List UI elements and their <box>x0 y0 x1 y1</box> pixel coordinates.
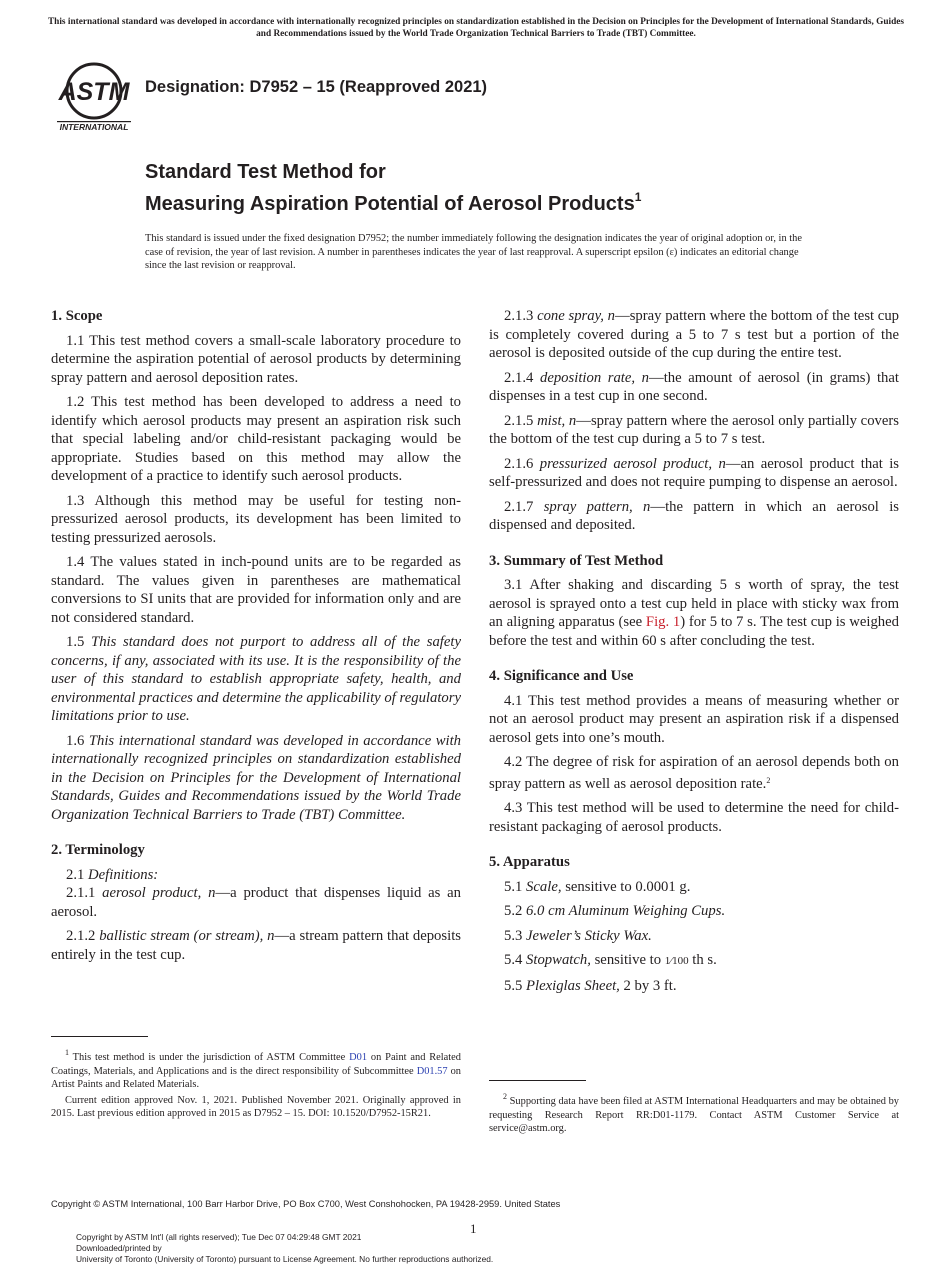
title-line-1: Standard Test Method for <box>145 161 386 183</box>
para-4-3: 4.3 This test method will be used to determine the need for child-resistant packaging of aerosol products. <box>489 800 899 835</box>
para-3-1: 3.1 After shaking and discarding 5 s worth of spray, the test aerosol is sprayed onto a test cup held in place with sticky wax from an aligning apparatus (see Fig. 1) for 5 to 7 s. The test cup is weighed before the test and within 60 s after concluding the test. <box>489 577 900 649</box>
para-1-3: 1.3 Although this method may be useful for testing non-pressurized aerosol products, its development has been limited to testing pressurized aerosols. <box>51 492 461 546</box>
title-footnote-mark: 1 <box>634 190 642 204</box>
footnote-2-mark: 2 <box>766 775 771 785</box>
page-title <box>145 160 641 217</box>
para-4-2: 4.2 The degree of risk for aspiration of an aerosol depends both on spray pattern as well as aerosol deposition rate.$^2$ <box>489 754 899 792</box>
right-column <box>489 307 899 1001</box>
para-5-4: 5.4 Stopwatch, sensitive to 1⁄100 th s. <box>504 952 717 968</box>
footnote-1-text: $^1$ This test method is under the jurisdiction of ASTM Committee D01 on Paint and Related Coatings, Materials, and Applications and is the direct responsibility of Subcommittee D01.57 on Artist Paints and Related Materials. <box>51 1048 461 1091</box>
section-summary-heading: 3. Summary of Test Method <box>489 552 664 569</box>
svg-text:INTERNATIONAL: INTERNATIONAL <box>59 122 129 132</box>
section-terminology-heading: 2. Terminology <box>51 842 145 858</box>
designation: Designation: D7952 – 15 (Reapproved 2021) <box>145 78 488 96</box>
footnote-2 <box>489 1090 899 1138</box>
para-5-1: 5.1 Scale, sensitive to 0.0001 g. <box>504 878 691 895</box>
para-2-1-7: 2.1.7 spray pattern, n—the pattern in which an aerosol is dispensed and deposited. <box>489 498 899 533</box>
footnote-rule-left <box>51 1036 148 1037</box>
para-4-1: 4.1 This test method provides a means of measuring whether or not an aerosol product may present an aspiration risk if a dispensed aerosol gets into one’s mouth. <box>489 692 899 746</box>
para-1-6: 1.6 This international standard was developed in accordance with internationally recognized principles on standardization established in the Decision on Principles for the Development of International Standards, Guides and Recommendations issued by the World Trade Organization Technical Barriers to Trade (TBT) Committee. <box>51 732 461 823</box>
footnote-rule-right <box>489 1080 586 1081</box>
svg-text:ASTM: ASTM <box>58 78 130 106</box>
para-2-1-2: 2.1.2 ballistic stream (or stream), n—a stream pattern that deposits entirely in the test cup. <box>51 928 461 963</box>
title-line-2: Measuring Aspiration Potential of Aerosol Products$^1$ <box>145 190 642 215</box>
fig-1-link[interactable]: Fig. 1 <box>645 614 681 630</box>
copyright-line: Copyright © ASTM International, 100 Barr Harbor Drive, PO Box C700, West Conshohocken, PA 19428-2959. United States <box>51 1199 561 1209</box>
page-number: 1 <box>470 1221 477 1236</box>
section-scope-heading: 1. Scope <box>51 308 103 324</box>
footnote-2-text: $^2$ Supporting data have been filed at ASTM International Headquarters and may be obtained by requesting Research Report RR:D01-1179. Contact ASTM Customer Service at service@astm.org. <box>489 1092 899 1135</box>
issued-note: This standard is issued under the fixed designation D7952; the number immediately following the designation indicates the year of original adoption or, in the case of revision, the year of last revision. A number in parentheses indicates the year of last reapproval. A superscript epsilon (ε) indicates an editorial change since the last revision or reapproval. <box>145 233 802 271</box>
para-1-1: 1.1 This test method covers a small-scale laboratory procedure to determine the aspiration potential of aerosol products by determining spray pattern and aerosol deposition rates. <box>51 332 461 386</box>
para-2-1-5: 2.1.5 mist, n—spray pattern where the aerosol only partially covers the bottom of the test cup during a 5 to 7 s test. <box>489 412 900 447</box>
footnote-1-edition: Current edition approved Nov. 1, 2021. Published November 2021. Originally approved in 2015. Last previous edition approved in 2015 as D7952 – 15. DOI: 10.1520/D7952-15R21. <box>51 1094 461 1120</box>
download-line-3: University of Toronto (University of Toronto) pursuant to License Agreement. No further reproductions authorized. <box>76 1254 494 1264</box>
footnote-1 <box>51 1046 461 1123</box>
para-1-5: 1.5 This standard does not purport to address all of the safety concerns, if any, associated with its use. It is the responsibility of the user of this standard to establish appropriate safety, health, and environmental practices and determine the applicability of regulatory limitations prior to use. <box>51 634 462 724</box>
para-1-4: 1.4 The values stated in inch-pound units are to be regarded as standard. The values given in parentheses are mathematical conversions to SI units that are provided for information only and are not considered standard. <box>51 554 461 626</box>
top-notice: This international standard was developed in accordance with internationally recognized principles on standardization established in the Decision on Principles for the Development of International Standards, Guides and Recommendations issued by the World Trade Organization Technical Barriers to Trade (TBT) Committee. <box>47 17 905 39</box>
download-line-2: Downloaded/printed by <box>76 1243 162 1253</box>
para-2-1-1: 2.1.1 aerosol product, n—a product that dispenses liquid as an aerosol. <box>51 885 461 920</box>
para-5-2: 5.2 6.0 cm Aluminum Weighing Cups. <box>504 903 726 919</box>
para-2-1-3: 2.1.3 cone spray, n—spray pattern where the bottom of the test cup is completely covered during a 5 to 7 s test but a portion of the aerosol is deposited outside of the cup during the entire test. <box>489 308 900 361</box>
para-2-1-4: 2.1.4 deposition rate, n—the amount of aerosol (in grams) that dispenses in a test cup in one second. <box>489 369 899 404</box>
astm-logo-icon <box>53 58 135 132</box>
para-2-1-6: 2.1.6 pressurized aerosol product, n—an aerosol product that is self-pressurized and does not require pumping to dispense an aerosol. <box>489 455 899 490</box>
para-5-3: 5.3 Jeweler’s Sticky Wax. <box>504 927 652 944</box>
download-line-1: Copyright by ASTM Int'l (all rights reserved); Tue Dec 07 04:29:48 GMT 2021 <box>76 1232 362 1242</box>
para-1-2: 1.2 This test method has been developed to address a need to identify which aerosol products may present an aspiration risk such that special labeling and/or child-resistant packaging would be appropriate. Studies based on this method may allow the development of a practice to identify such aerosol products. <box>51 394 461 484</box>
d01-57-link[interactable]: D01.57 <box>416 1065 448 1077</box>
left-column <box>51 307 461 970</box>
section-apparatus-heading: 5. Apparatus <box>489 854 570 870</box>
para-5-5: 5.5 Plexiglas Sheet, 2 by 3 ft. <box>504 977 677 994</box>
para-2-1: 2.1 Definitions: <box>66 866 159 883</box>
d01-link[interactable]: D01 <box>349 1052 368 1063</box>
download-notice <box>76 1232 493 1265</box>
section-significance-heading: 4. Significance and Use <box>489 668 634 684</box>
